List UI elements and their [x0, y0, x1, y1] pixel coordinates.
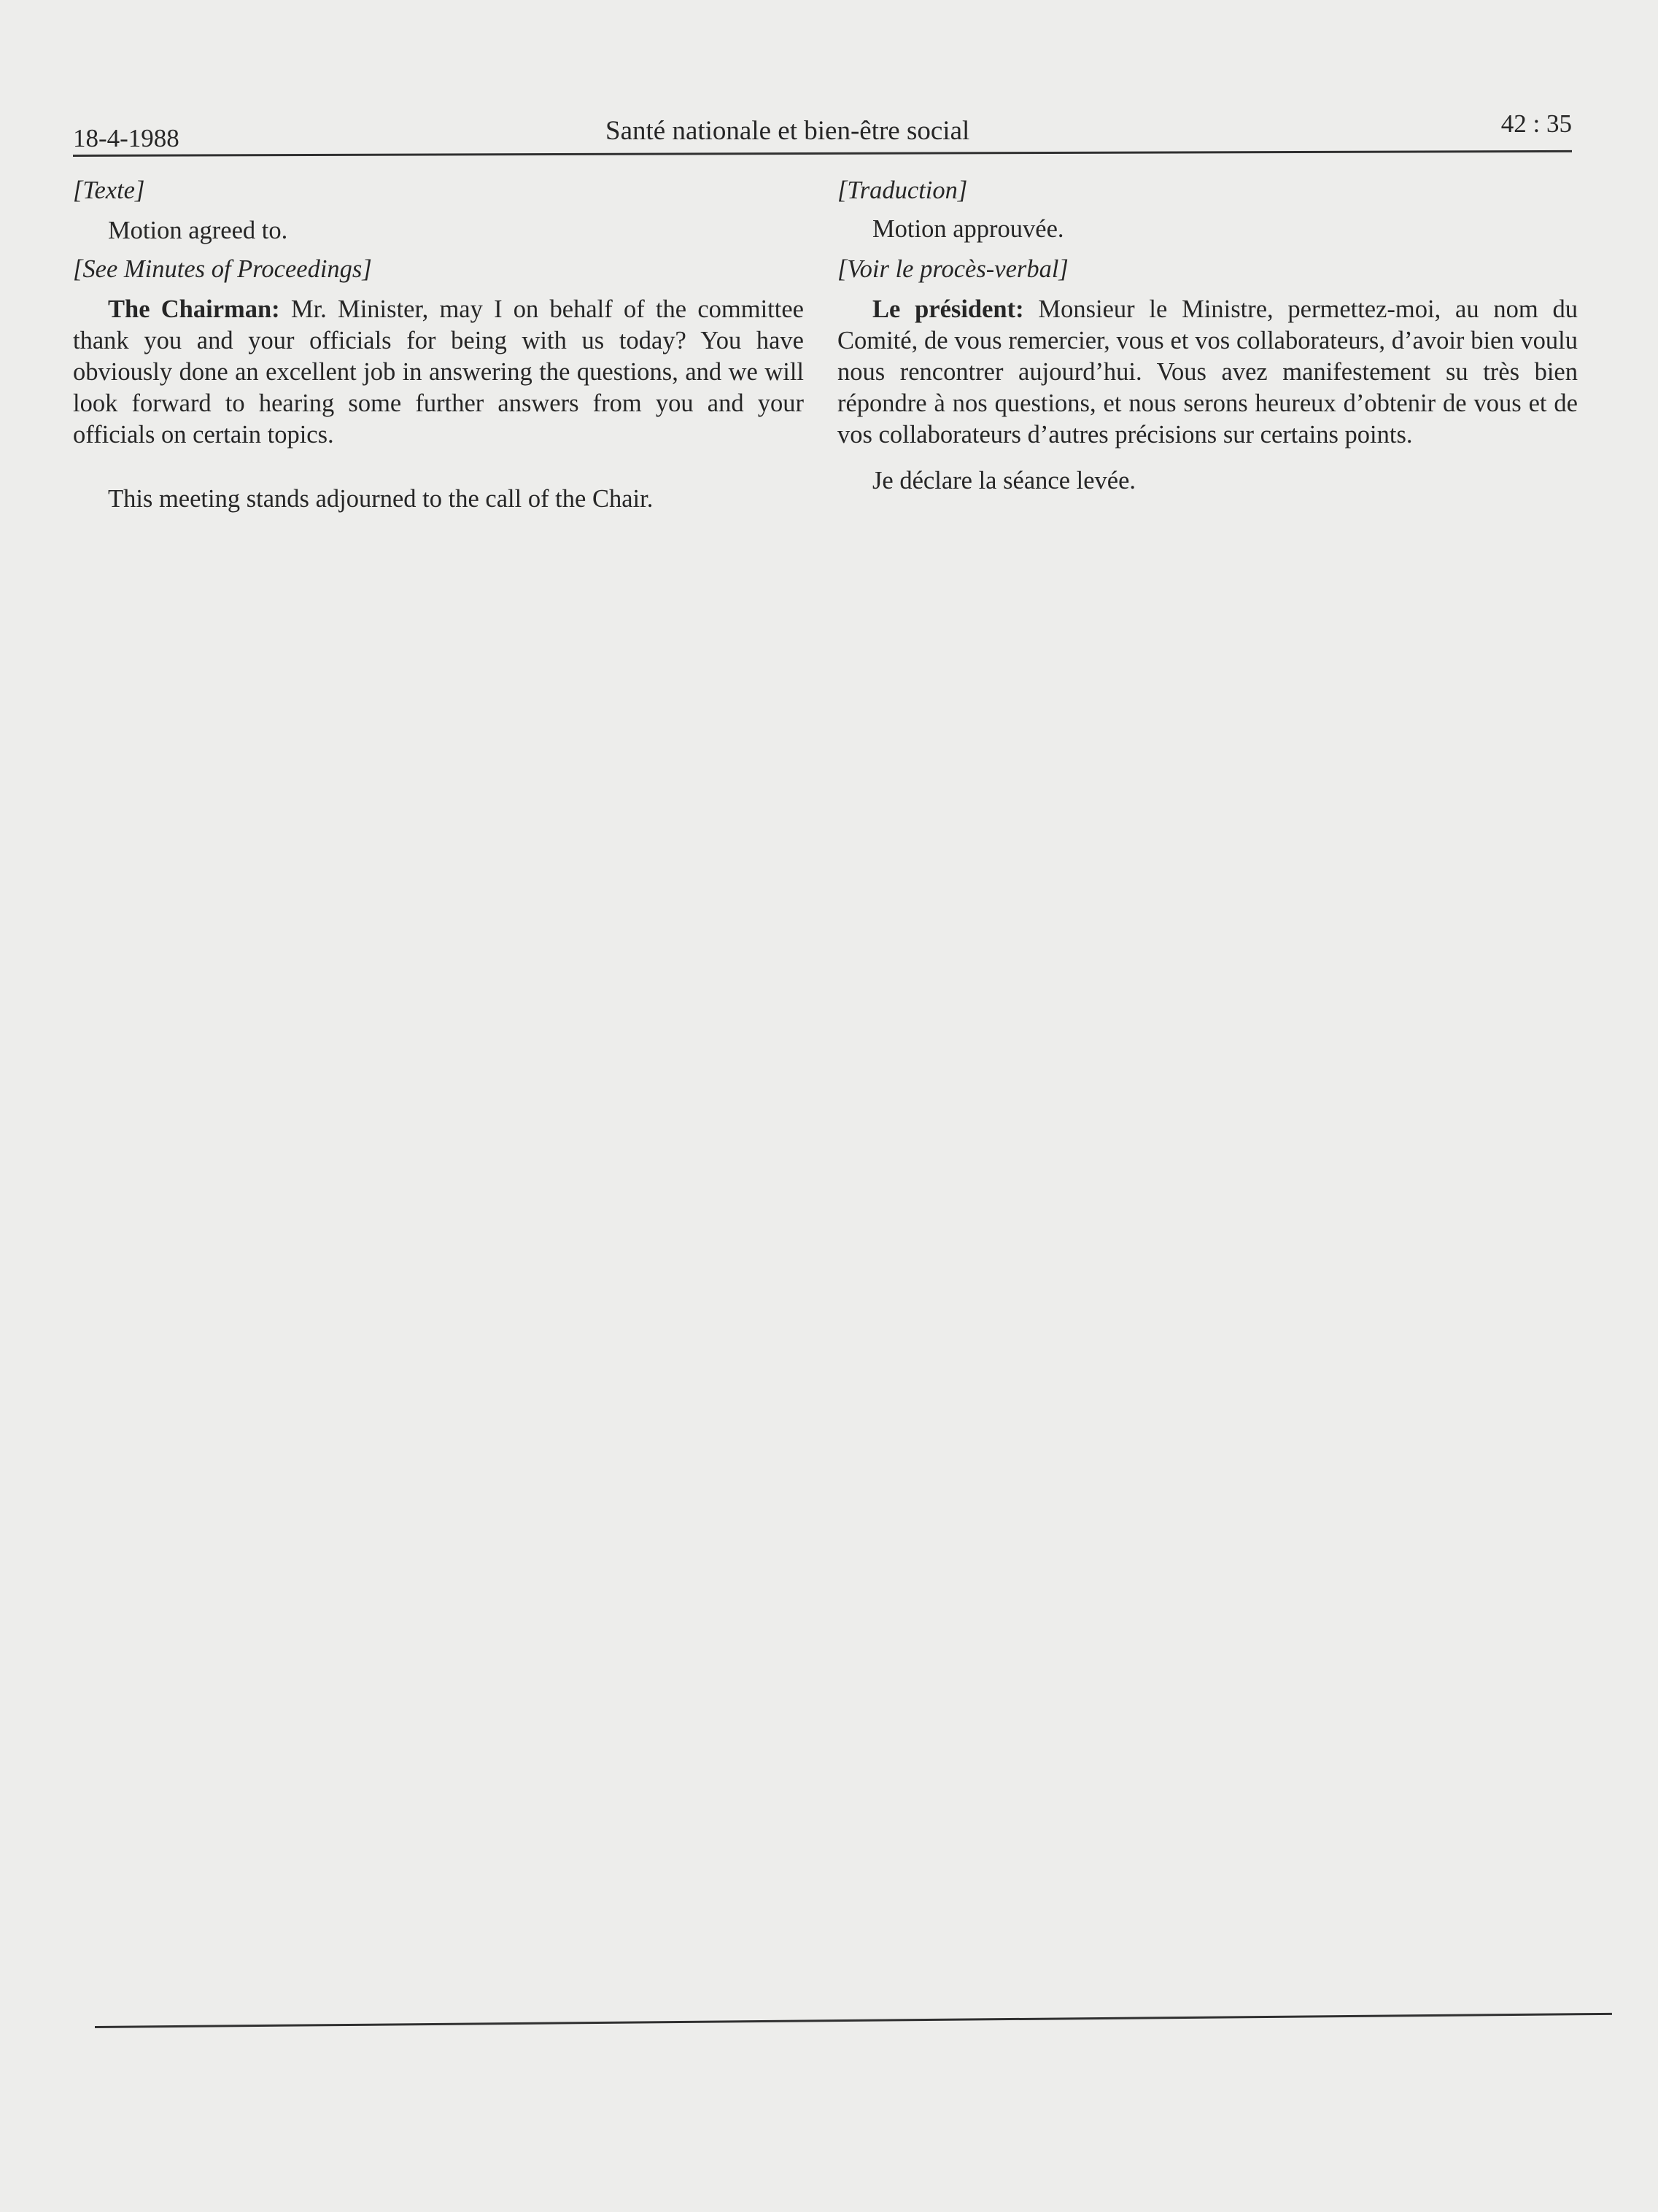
motion-approved: Motion approuvée. [872, 215, 1064, 243]
adjournment-line-fr: Je déclare la séance levée. [872, 467, 1136, 494]
translation-tag: [Traduction] [837, 176, 968, 204]
header-page-number: 42 : 35 [1500, 109, 1572, 138]
minutes-reference: [See Minutes of Proceedings] [73, 255, 372, 283]
adjournment-line: This meeting stands adjourned to the call of the Chair. [108, 485, 654, 513]
french-column [837, 175, 1578, 497]
motion-agreed: Motion agreed to. [108, 217, 288, 244]
english-column [73, 175, 804, 515]
speech-text-fr: Monsieur le Ministre, permettez-moi, au nom du Comité, de vous remercier, vous et vos collaborateurs, d’avoir bien voulu nous rencontrer aujourd’hui. Vous avez manifestement su très bien répondre à nos questions, et nous serons heureux d’obtenir de vous et de vos collaborateurs d’autres précisions sur certains points. [837, 295, 1578, 449]
header-date: 18-4-1988 [73, 124, 179, 152]
footer-rule [95, 2013, 1612, 2028]
president-statement [837, 294, 1578, 451]
minutes-reference-fr: [Voir le procès-verbal] [837, 255, 1069, 283]
speaker-name: The Chairman: [108, 295, 280, 323]
text-tag: [Texte] [73, 176, 145, 204]
speaker-name-fr: Le président: [872, 295, 1024, 323]
speech-text: Mr. Minister, may I on behalf of the committee thank you and your officials for being with us today? You have obviously done an excellent job in answering the questions, and we will look forward to hearing some further answers from you and your officials on certain topics. [73, 295, 804, 449]
header-title: Santé nationale et bien-être social [605, 116, 970, 146]
chairman-statement [73, 294, 804, 451]
